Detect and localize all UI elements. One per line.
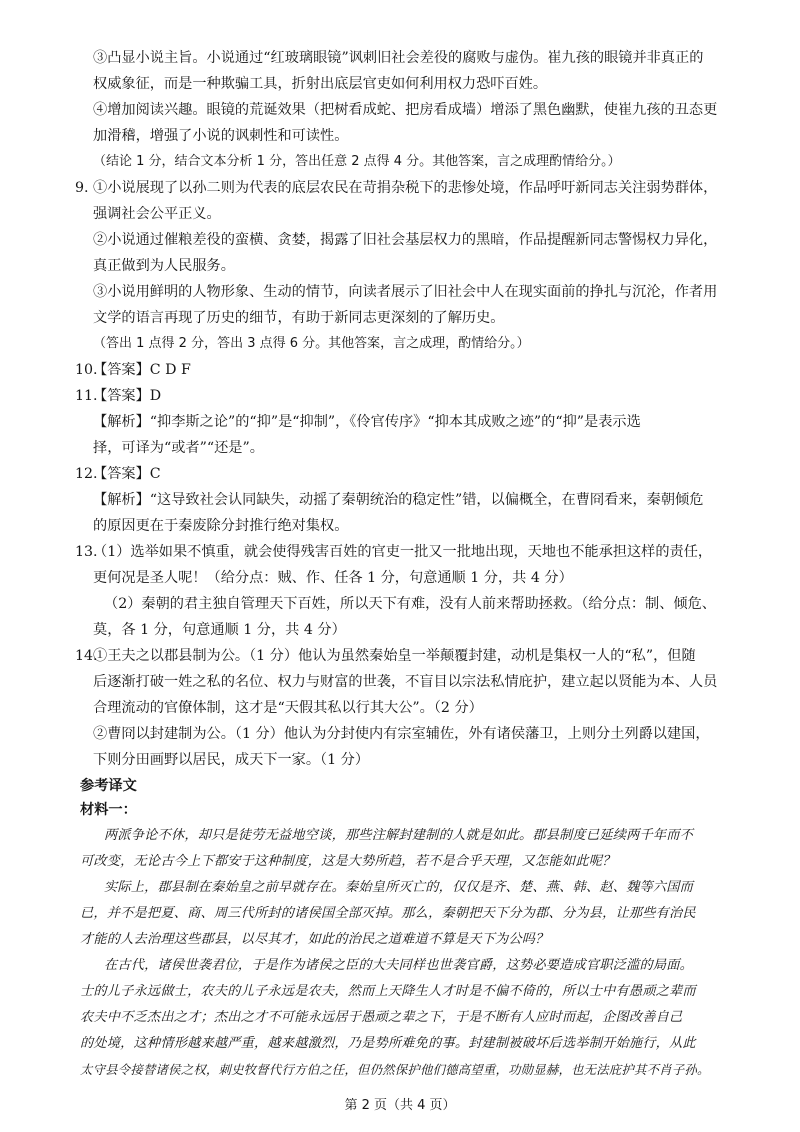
translation-paragraph-3-line-3: 农夫中不乏杰出之才；杰出之才不可能永远居于愚顽之辈之下，于是不断有人应时而起，企图改善自己 bbox=[80, 1010, 683, 1025]
translation-paragraph-2-line-3: 才能的人去治理这些郡县，以尽其才，如此的治民之道难道不算是天下为公吗？ bbox=[80, 932, 549, 947]
answer-12: 【答案】C bbox=[93, 466, 161, 482]
answer-9-point-2-line-2: 真正做到为人民服务。 bbox=[93, 258, 235, 274]
question-13-number: 13. bbox=[75, 544, 98, 560]
translation-paragraph-1-line-2: 可改变，无论古今上下都安于这种制度，这是大势所趋，若不是合乎天理，又怎能如此呢？ bbox=[80, 854, 616, 869]
answer-11: 【答案】D bbox=[93, 388, 162, 404]
material-one-heading: 材料一： bbox=[80, 802, 137, 818]
question-11-number: 11. bbox=[75, 388, 98, 404]
answer-8-point-3-line-1: ③凸显小说主旨。小说通过“红玻璃眼镜”讽刺旧社会差役的腐败与虚伪。崔九孩的眼镜并非真正的 bbox=[93, 50, 704, 66]
answer-8-point-4-line-1: ④增加阅读兴趣。眼镜的荒诞效果（把树看成蛇、把房看成墙）增添了黑色幽默，使崔九孩的丑态更 bbox=[93, 102, 718, 118]
question-10-number: 10. bbox=[75, 362, 98, 378]
translation-paragraph-3-line-1: 在古代，诸侯世袭君位，于是作为诸侯之臣的大夫同样也世袭官爵，这势必要造成官职泛滥的局面。 bbox=[104, 958, 694, 973]
answer-9-point-3-line-2: 文学的语言再现了历史的细节，有助于新同志更深刻的了解历史。 bbox=[93, 310, 505, 326]
answer-8-scoring-note: （结论 1 分，结合文本分析 1 分，答出任意 2 点得 4 分。其他答案，言之成理酌情给分。） bbox=[93, 154, 621, 169]
translation-heading: 参考译文 bbox=[80, 778, 137, 794]
translation-paragraph-3-line-2: 士的儿子永远做士，农夫的儿子永远是农夫，然而上天降生人才时是不偏不倚的，所以士中有愚顽之辈而 bbox=[80, 984, 696, 999]
answer-14-point-1-line-1: ①王夫之以郡县制为公。（1 分）他认为虽然秦始皇一举颠覆封建，动机是集权一人的“私”，但随 bbox=[93, 648, 696, 664]
answer-9-scoring-note: （答出 1 点得 2 分，答出 3 点得 6 分。其他答案，言之成理，酌情给分。） bbox=[93, 336, 530, 351]
answer-13-part-2-line-2: 莫，各 1 分，句意通顺 1 分，共 4 分） bbox=[93, 622, 346, 638]
analysis-12-line-2: 的原因更在于秦废除分封推行绝对集权。 bbox=[93, 518, 349, 534]
answer-13-part-1-line-2: 更何况是圣人呢！（给分点：贼、作、任各 1 分，句意通顺 1 分，共 4 分） bbox=[93, 570, 573, 586]
analysis-11-line-2: 择，可译为“或者”“还是”。 bbox=[93, 440, 264, 456]
answer-8-point-3-line-2: 权威象征，而是一种欺骗工具，折射出底层官吏如何利用权力恐吓百姓。 bbox=[93, 76, 548, 92]
translation-paragraph-1-line-1: 两派争论不休，却只是徒劳无益地空谈，那些注解封建制的人就是如此。郡县制度已延续两千年而不 bbox=[104, 828, 694, 843]
question-14-number: 14. bbox=[75, 648, 98, 664]
answer-14-point-1-line-2: 后逐渐打破一姓之私的名位、权力与财富的世袭，不盲目以宗法私情庇护，建立起以贤能为本、人员 bbox=[93, 674, 718, 690]
translation-paragraph-2-line-2: 已，并不是把夏、商、周三代所封的诸侯国全部灭掉。那么，秦朝把天下分为郡、分为县，让那些有治民 bbox=[80, 906, 696, 921]
answer-13-part-1-line-1: （1）选举如果不慎重，就会使得残害百姓的官吏一批又一批地出现，天地也不能承担这样的责任， bbox=[93, 544, 713, 560]
question-9-number: 9. bbox=[75, 180, 89, 196]
answer-9-point-1-line-2: 强调社会公平正义。 bbox=[93, 206, 221, 222]
translation-paragraph-3-line-5: 太守县令接替诸侯之权，刺史牧督代行方伯之任，但仍然保护他们德高望重，功勋显赫，也无法庇护其不肖子孙。 bbox=[80, 1062, 710, 1077]
analysis-11-line-1: 【解析】“抑李斯之论”的“抑”是“抑制”，《伶官传序》“抑本其成败之迹”的“抑”是表示选 bbox=[93, 414, 641, 430]
question-12-number: 12. bbox=[75, 466, 98, 482]
answer-13-part-2-line-1: （2）秦朝的君主独自管理天下百姓，所以天下有难，没有人前来帮助拯救。（给分点：制、倾危、 bbox=[104, 596, 716, 612]
page-number-footer: 第 2 页（共 4 页） bbox=[344, 1098, 456, 1113]
answer-10: 【答案】C D F bbox=[93, 362, 191, 378]
analysis-12-line-1: 【解析】“这导致社会认同缺失，动摇了秦朝统治的稳定性”错，以偏概全，在曹冏看来，秦朝倾危 bbox=[93, 492, 704, 508]
answer-8-point-4-line-2: 加滑稽，增强了小说的讽刺性和可读性。 bbox=[93, 128, 349, 144]
translation-paragraph-3-line-4: 的处境，这种情形越来越严重，越来越激烈，乃是势所难免的事。封建制被破坏后选举制开始施行，从此 bbox=[80, 1036, 696, 1051]
answer-9-point-1-line-1: ①小说展现了以孙二则为代表的底层农民在苛捐杂税下的悲惨处境，作品呼吁新同志关注弱势群体， bbox=[93, 180, 718, 196]
answer-14-point-2-line-2: 下则分田画野以居民，成天下一家。（1 分） bbox=[93, 752, 370, 768]
answer-14-point-2-line-1: ②曹冏以封建制为公。（1 分）他认为分封使内有宗室辅佐，外有诸侯藩卫，上则分土列爵以建国， bbox=[93, 726, 710, 742]
answer-9-point-3-line-1: ③小说用鲜明的人物形象、生动的情节，向读者展示了旧社会中人在现实面前的挣扎与沉沦，作者用 bbox=[93, 284, 718, 300]
translation-paragraph-2-line-1: 实际上，郡县制在秦始皇之前早就存在。秦始皇所灭亡的，仅仅是齐、楚、燕、韩、赵、魏等六国而 bbox=[104, 880, 694, 895]
answer-14-point-1-line-3: 合理流动的官僚体制，这才是“天假其私以行其大公”。（2 分） bbox=[93, 700, 483, 716]
answer-9-point-2-line-1: ②小说通过催粮差役的蛮横、贪婪，揭露了旧社会基层权力的黑暗，作品提醒新同志警惕权力异化， bbox=[93, 232, 718, 248]
